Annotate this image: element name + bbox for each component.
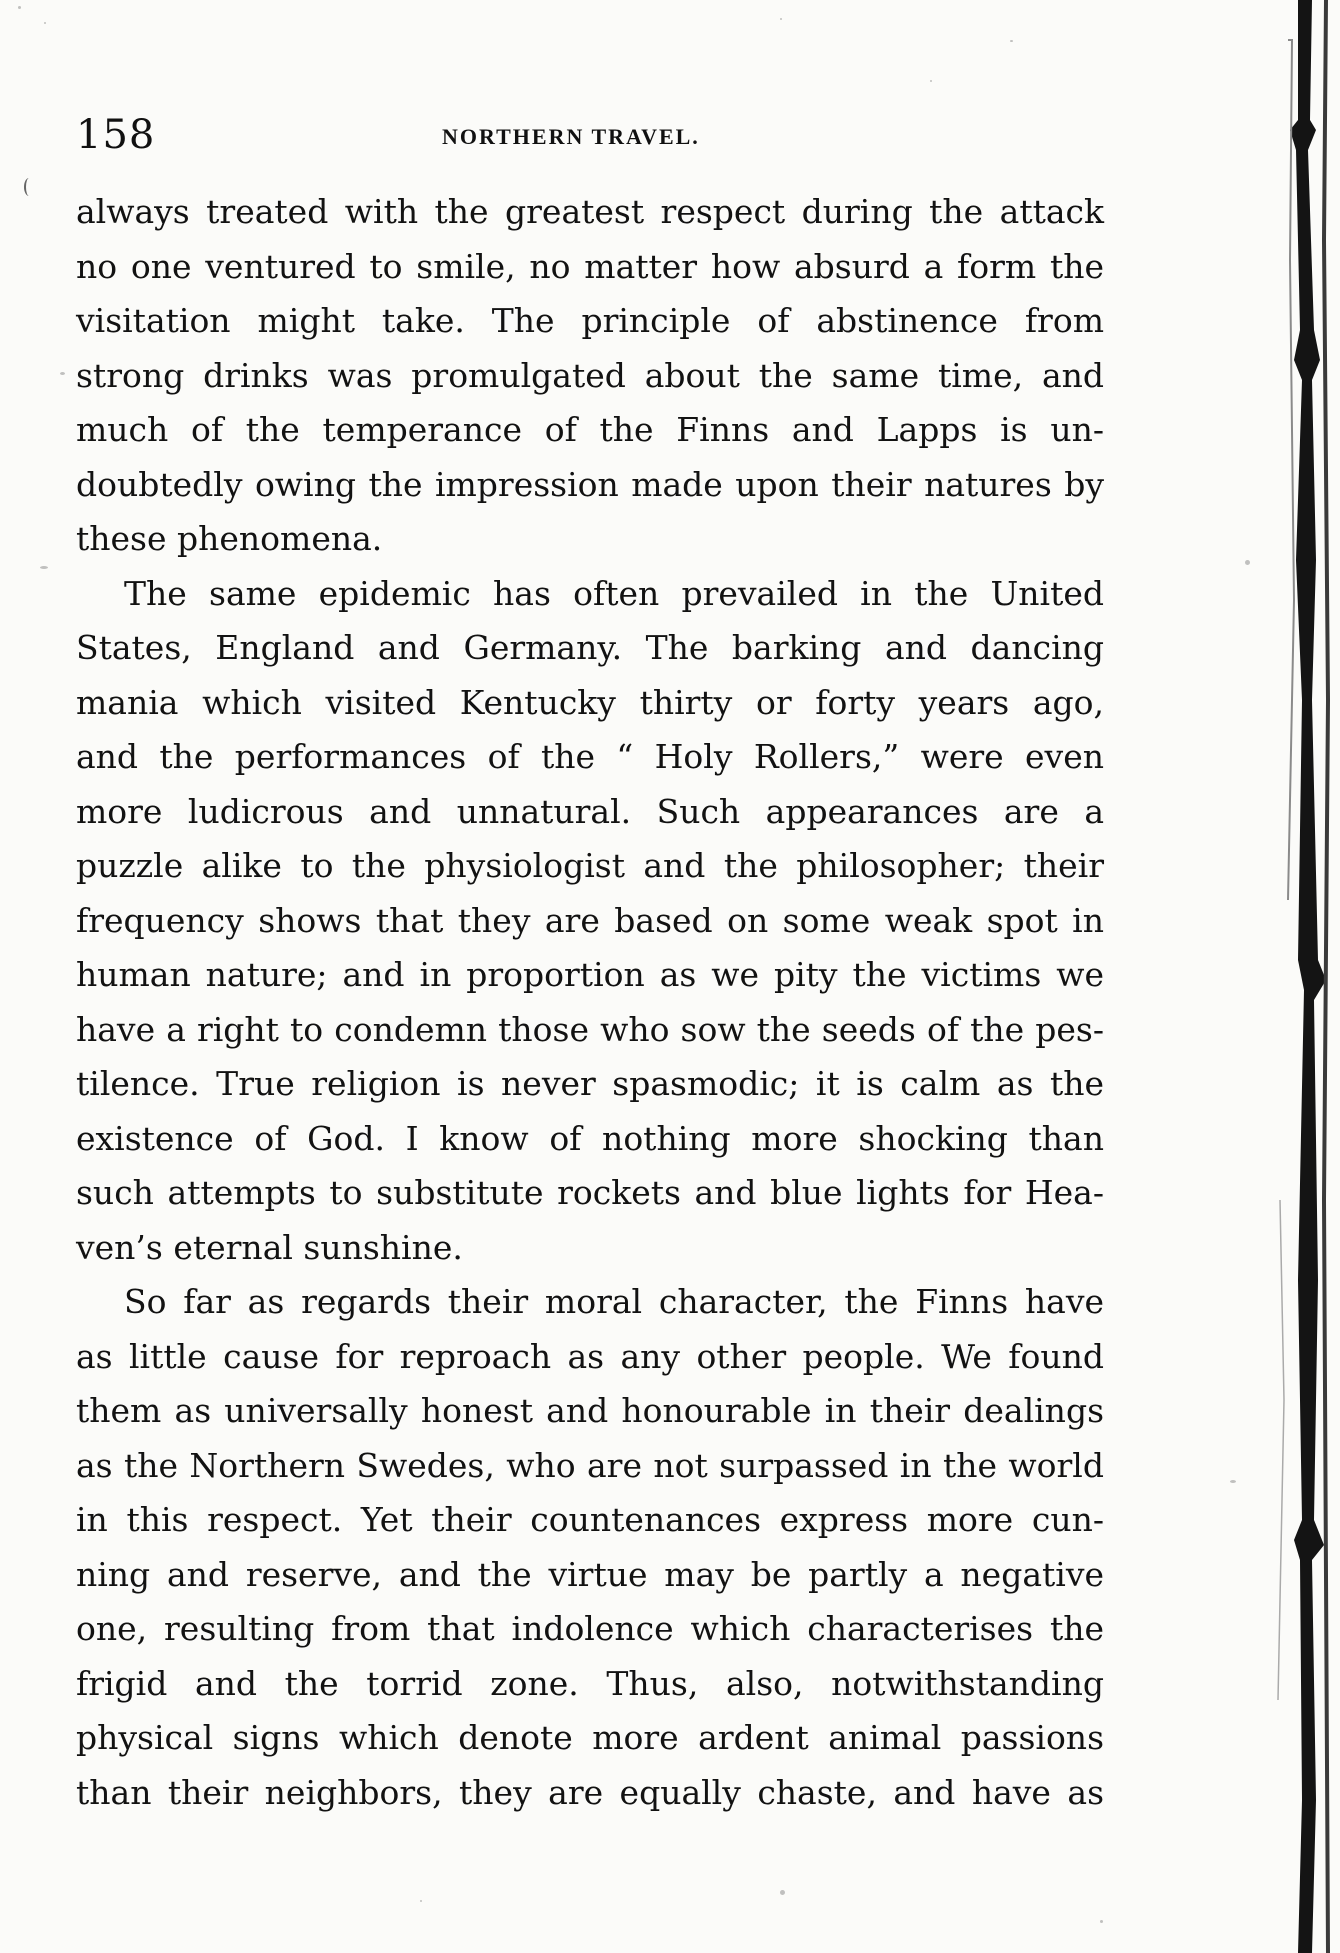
binding-edge [1268,0,1340,1953]
paper-speckle [1010,40,1013,42]
text-line: have a right to condemn those who sow the seeds of the pes- [76,1009,1104,1049]
paper-speckle [60,372,65,375]
text-line: frigid and the torrid zone. Thus, also, notwithstanding [76,1663,1104,1703]
text-line: frequency shows that they are based on some weak spot in [76,900,1104,940]
text-line: human nature; and in proportion as we pity the victims we [76,955,1104,994]
text-line: States, England and Germany. The barking and dancing [76,628,1104,667]
paper-speckle [1245,560,1250,565]
text-line: as little cause for reproach as any other people. We found [76,1336,1104,1376]
text-line: such attempts to substitute rockets and blue lights for Hea- [76,1173,1104,1212]
paper-speckle [420,1900,422,1902]
paper-speckle [1230,1480,1236,1483]
text-line: much of the temperance of the Finns and Lapps is un- [76,410,1104,449]
text-line: mania which visited Kentucky thirty or forty years ago, [76,682,1104,722]
text-line: them as universally honest and honourable in their dealings [76,1391,1104,1430]
text-line: ven’s eternal sunshine. [76,1227,463,1267]
paper-speckle [930,80,932,82]
body-text [76,185,1104,1820]
text-line: than their neighbors, they are equally chaste, and have as [76,1772,1104,1812]
text-line: these phenomena. [76,519,383,558]
text-line: doubtedly owing the impression made upon their natures by [76,464,1104,504]
text-line: one, resulting from that indolence which characterises the [76,1609,1104,1648]
text-line: no one ventured to smile, no matter how absurd a form the [76,246,1104,286]
text-line: existence of God. I know of nothing more shocking than [76,1118,1104,1158]
paper-speckle [780,1890,785,1895]
text-line: visitation might take. The principle of abstinence from [76,301,1104,340]
text-line: and the performances of the “ Holy Rollers,” were even [76,737,1104,776]
text-line: always treated with the greatest respect during the attack [76,192,1104,231]
text-line: ning and reserve, and the virtue may be partly a negative [76,1554,1104,1594]
paper-speckle [1100,1920,1103,1923]
running-title: NORTHERN TRAVEL. [442,124,700,149]
paragraph-start-line: The same epidemic has often prevailed in the United [124,573,1104,613]
text-line: physical signs which denote more ardent animal passions [76,1718,1104,1757]
text-line: tilence. True religion is never spasmodic; it is calm as the [76,1064,1104,1103]
paper-speckle [18,6,21,9]
text-line: in this respect. Yet their countenances express more cun- [76,1500,1104,1539]
text-line: as the Northern Swedes, who are not surpassed in the world [76,1445,1104,1485]
text-line: puzzle alike to the physiologist and the philosopher; their [76,846,1104,885]
paragraph-start-line: So far as regards their moral character, the Finns have [124,1282,1104,1321]
text-line: more ludicrous and unnatural. Such appearances are a [76,791,1104,831]
page-header [76,112,1106,162]
paper-speckle [40,566,48,569]
margin-mark [24,178,34,196]
paper-speckle [780,18,782,20]
text-line: strong drinks was promulgated about the same time, and [76,355,1104,395]
page-number: 158 [76,112,156,158]
paper-speckle [44,22,46,24]
